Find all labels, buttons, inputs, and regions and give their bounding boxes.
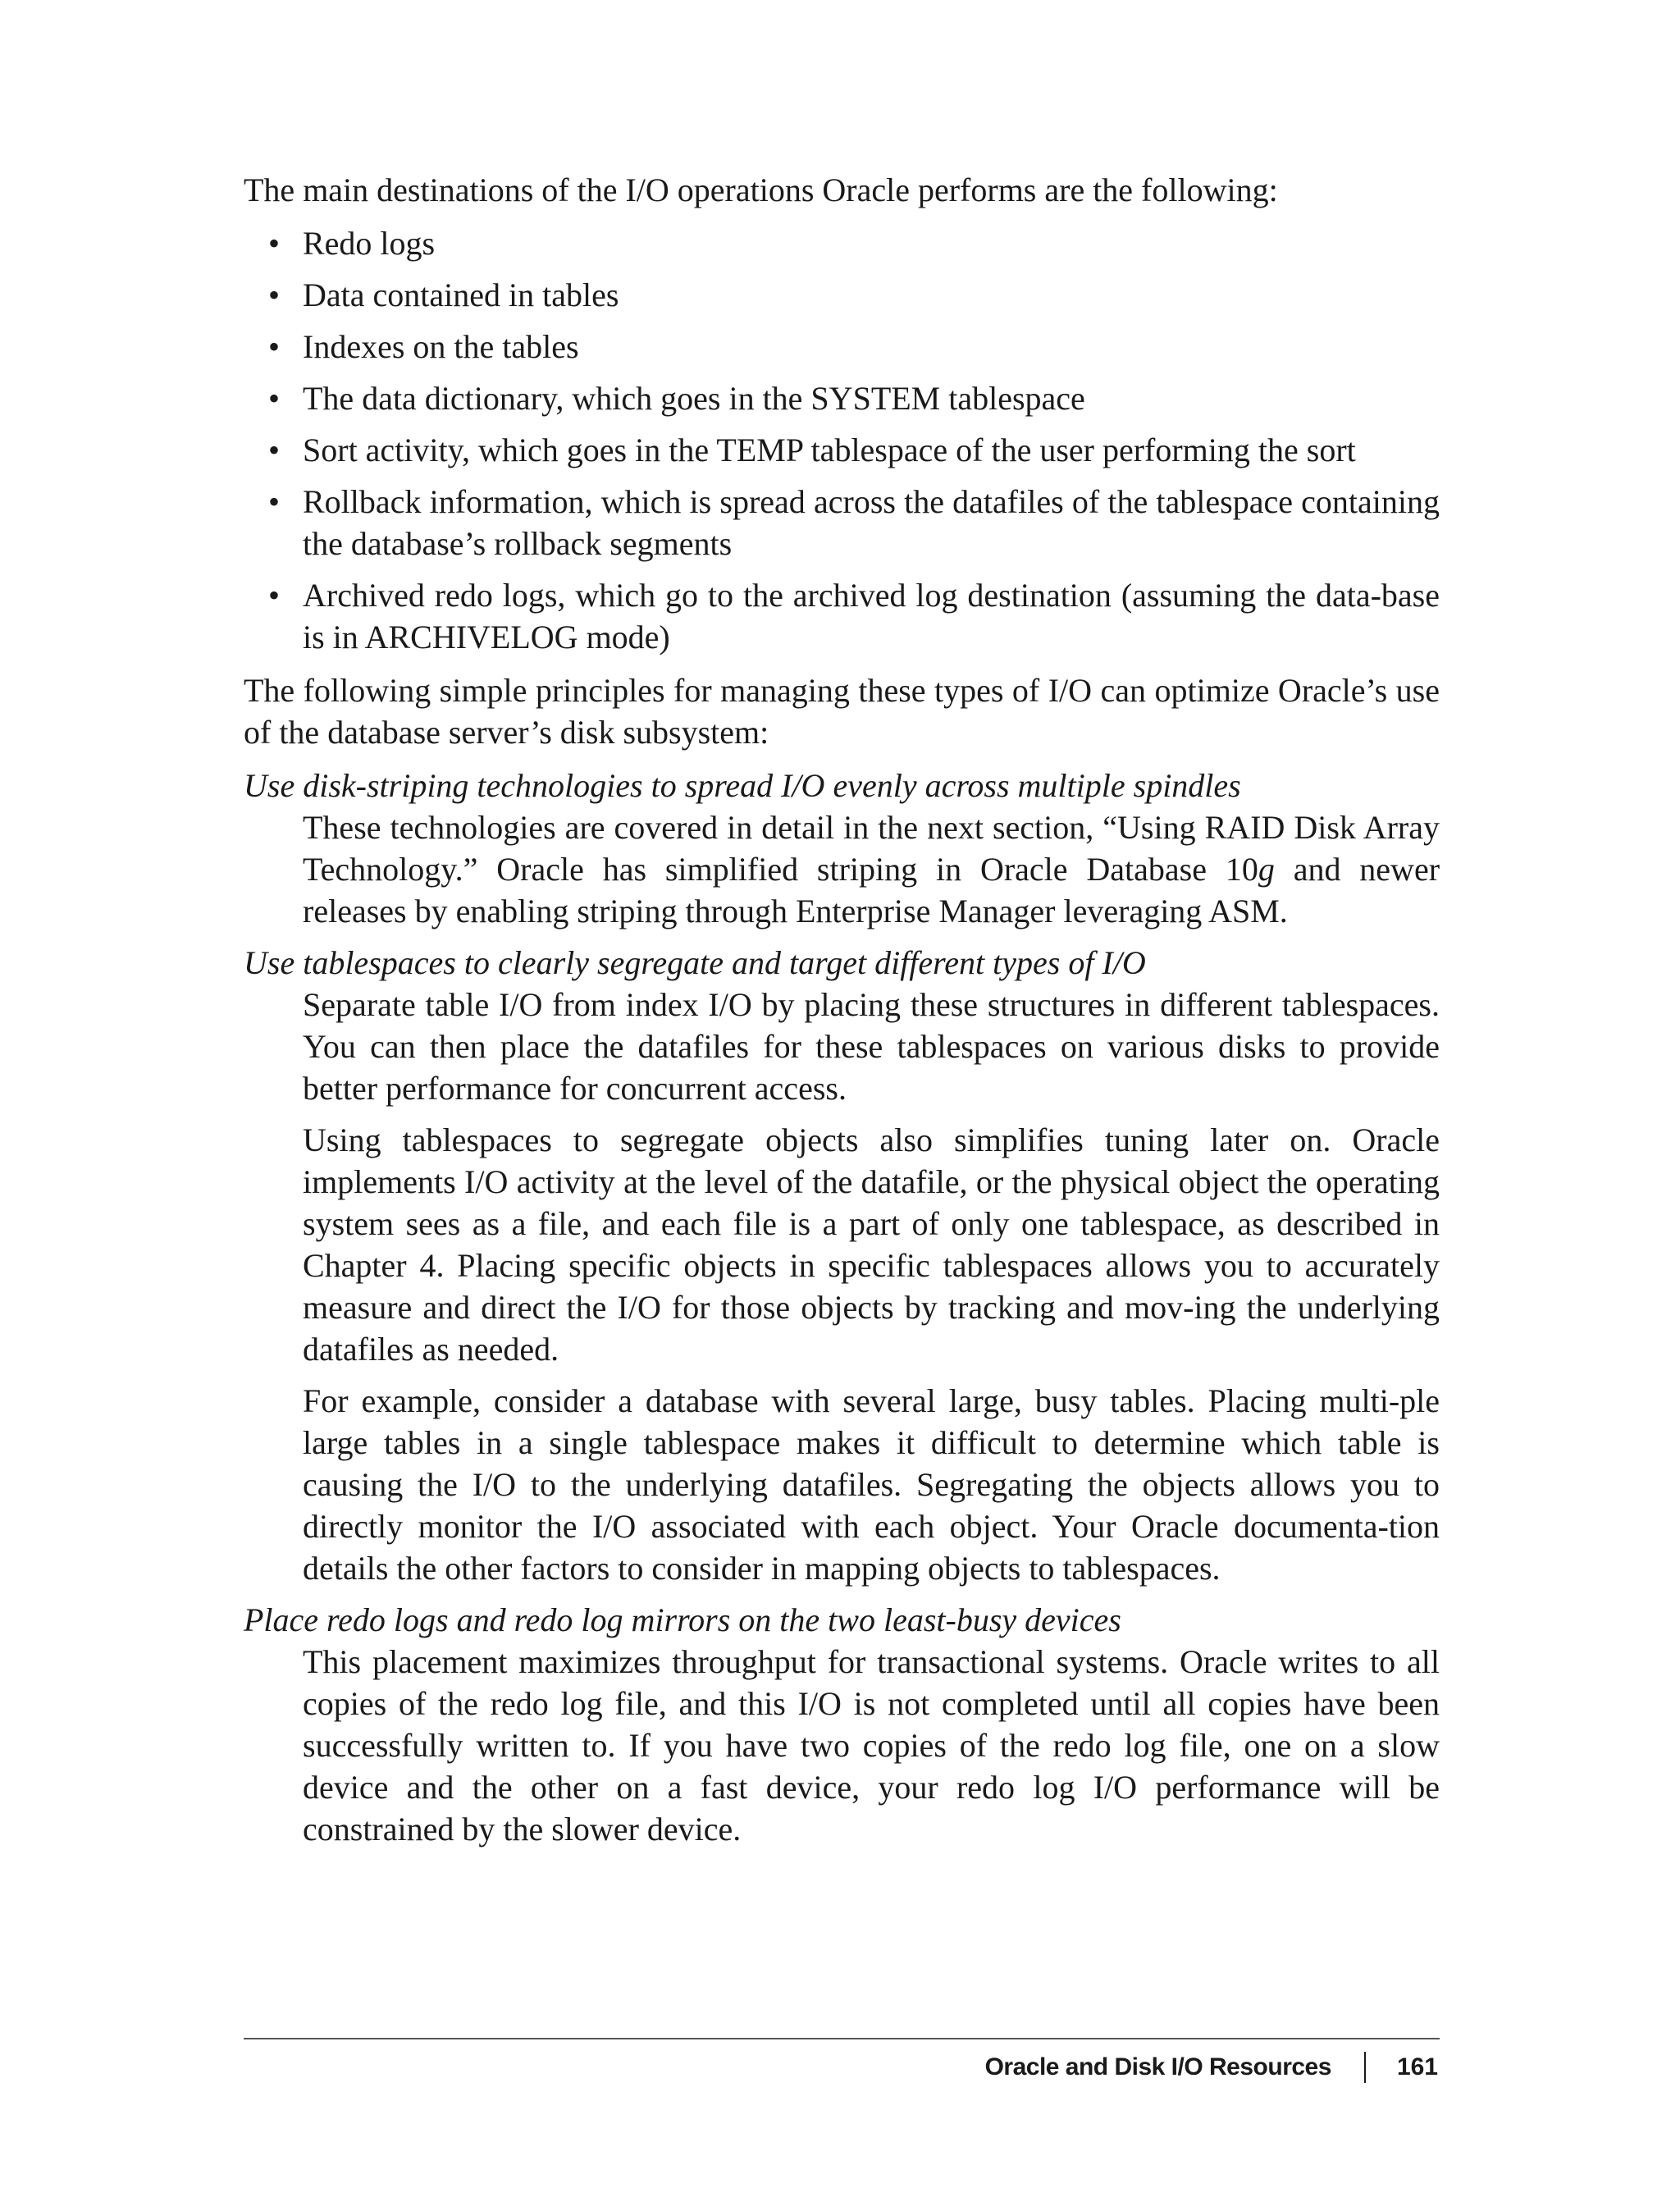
principle-body-tablespaces-3: For example, consider a database with several large, busy tables. Placing multi-ple large tables in a single tablespace makes it difficult to determine which table is causing the I/O to the underlying datafiles. Segregating the objects allows you to directly monitor the I/O associated with each object. Your Oracle documenta-tion details the other factors to consider in mapping objects to tablespaces. bbox=[303, 1382, 1440, 1587]
principle-term-redo-logs: Place redo logs and redo log mirrors on the two least-busy devices bbox=[244, 1601, 1121, 1638]
list-item: • Indexes on the tables bbox=[303, 326, 1440, 368]
intro-paragraph: The main destinations of the I/O operations Oracle performs are the following: bbox=[244, 171, 1278, 208]
list-item: • The data dictionary, which goes in the SYSTEM tablespace bbox=[303, 377, 1440, 419]
page-footer bbox=[985, 2051, 1438, 2084]
principle-body-striping bbox=[303, 806, 1440, 932]
principles-list bbox=[244, 765, 1440, 1850]
footer-section-title: Oracle and Disk I/O Resources bbox=[984, 2053, 1331, 2080]
footer-divider bbox=[244, 2038, 1440, 2039]
list-item: • Sort activity, which goes in the TEMP tablespace of the user performing the sort bbox=[303, 429, 1440, 471]
list-item: • Data contained in tables bbox=[303, 274, 1440, 316]
list-item: • Archived redo logs, which go to the archived log destination (assuming the data-base is in ARCHIVELOG mode) bbox=[303, 574, 1440, 658]
page-body bbox=[244, 169, 1440, 1860]
version-suffix: g bbox=[1258, 851, 1275, 888]
principle-term-tablespaces: Use tablespaces to clearly segregate and target different types of I/O bbox=[244, 944, 1146, 981]
body-text: These technologies are covered in detail in the next section, “Using RAID Disk Array Technology.” Oracle has simplified striping in Oracle Database 10 bbox=[303, 809, 1440, 888]
page-number: 161 bbox=[1396, 2053, 1438, 2080]
list-item: • Redo logs bbox=[303, 222, 1440, 264]
principle-body-redo-logs: This placement maximizes throughput for transactional systems. Oracle writes to all copies of the redo log file, and this I/O is not completed until all copies have been successfully written to. If you have two copies of the redo log file, one on a slow device and the other on a fast device, your redo log I/O performance will be constrained by the slower device. bbox=[303, 1643, 1440, 1847]
principle-body-tablespaces-2: Using tablespaces to segregate objects also simplifies tuning later on. Oracle implements I/O activity at the level of the datafile, or the physical object the operating system sees as a file, and each file is a part of only one tablespace, as described in Chapter 4. Placing specific objects in specific tablespaces allows you to accurately measure and direct the I/O for those objects by tracking and mov-ing the underlying datafiles as needed. bbox=[303, 1121, 1440, 1368]
list-item: • Rollback information, which is spread across the datafiles of the tablespace containing the database’s rollback segments bbox=[303, 481, 1440, 564]
io-destinations-list bbox=[244, 222, 1440, 658]
body-text: and newer releases by enabling striping through Enterprise Manager leveraging ASM. bbox=[303, 851, 1440, 929]
footer-separator bbox=[1364, 2052, 1366, 2083]
principles-intro-paragraph: The following simple principles for managing these types of I/O can optimize Oracle’s use of the database server’s disk subsystem: bbox=[244, 672, 1440, 751]
principle-body-tablespaces: Separate table I/O from index I/O by placing these structures in different tablespaces. You can then place the datafiles for these tablespaces on various disks to provide better performance for concurrent access. bbox=[303, 986, 1440, 1107]
principle-term-striping: Use disk-striping technologies to spread I/O evenly across multiple spindles bbox=[244, 767, 1241, 804]
